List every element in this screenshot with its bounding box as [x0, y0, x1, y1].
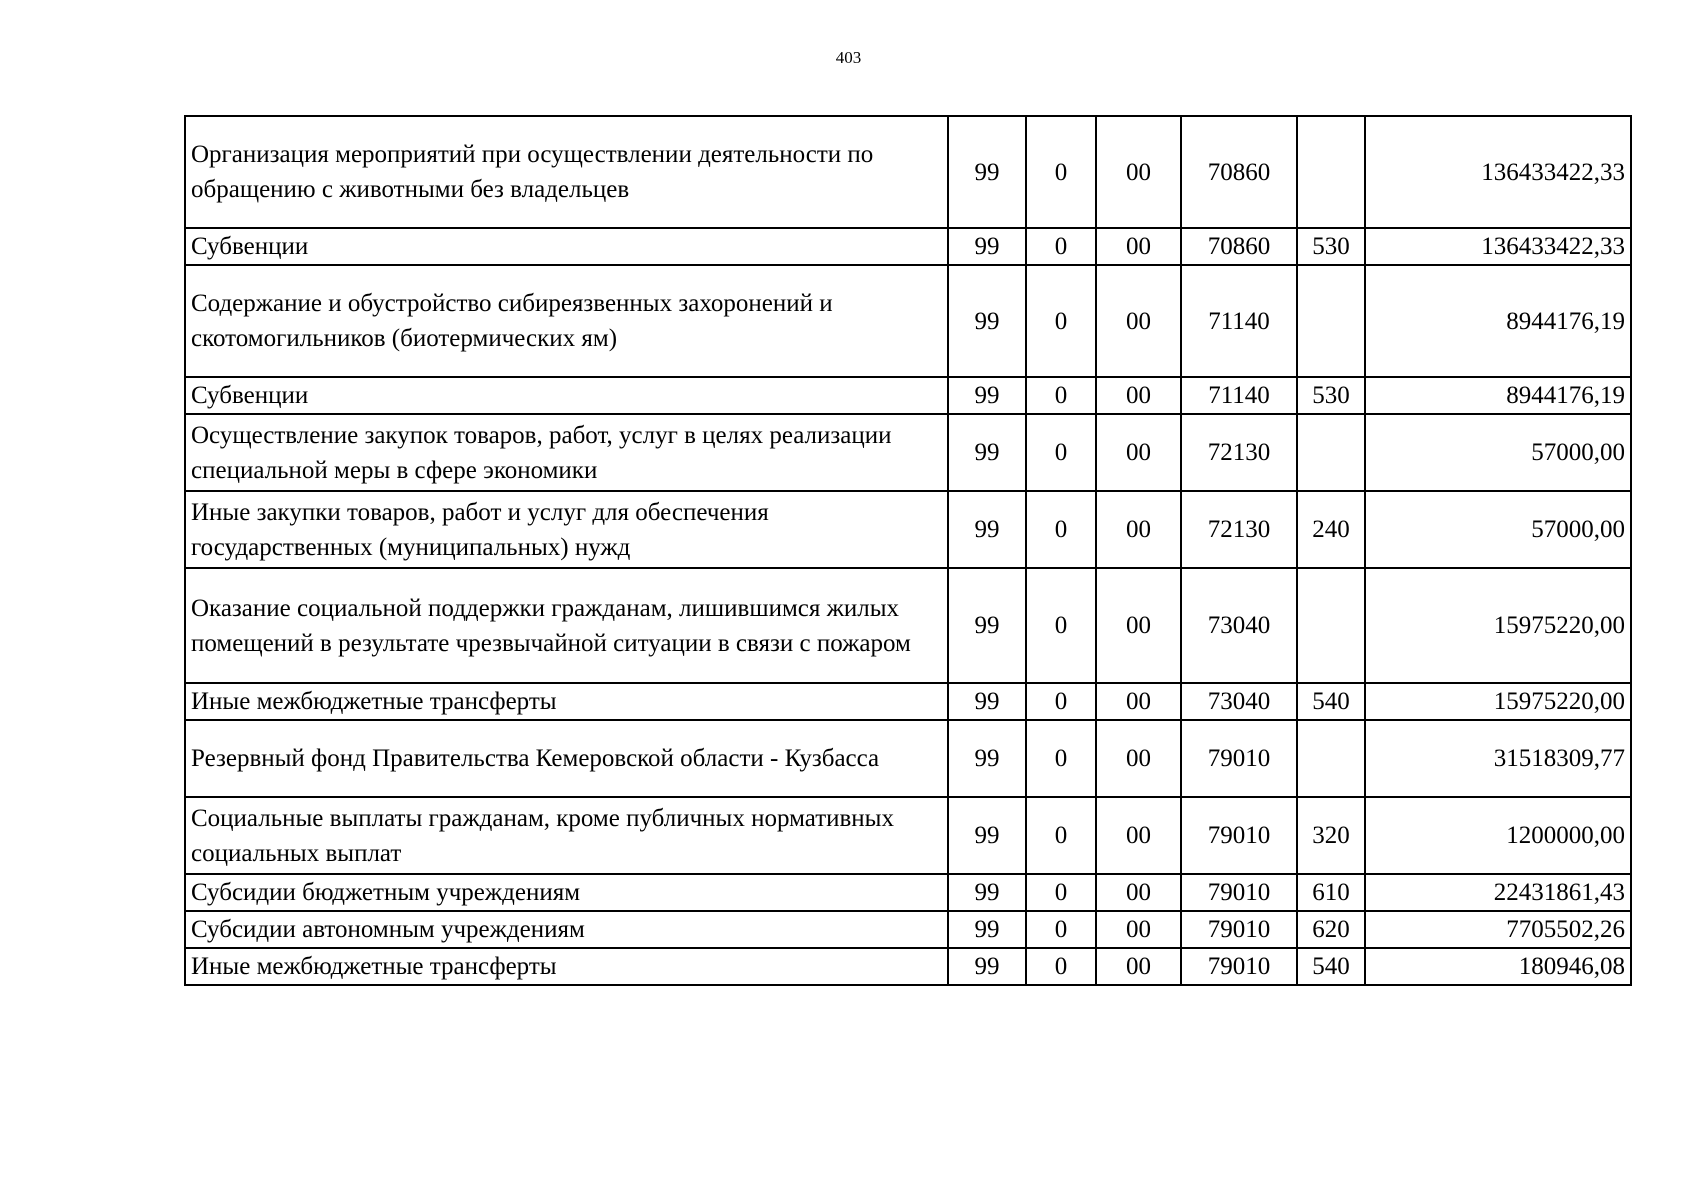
row-name: Содержание и обустройство сибиреязвенных захоронений и скотомогильников (биотермических ям) [185, 265, 948, 377]
code-cell: 99 [948, 491, 1026, 568]
code-cell: 00 [1096, 948, 1181, 985]
code-cell: 99 [948, 797, 1026, 874]
row-name: Иные межбюджетные трансферты [185, 948, 948, 985]
amount-cell: 136433422,33 [1365, 116, 1631, 228]
code-cell: 0 [1026, 797, 1096, 874]
table-row [185, 948, 1631, 985]
row-name: Субвенции [185, 228, 948, 265]
table-row [185, 228, 1631, 265]
code-cell: 99 [948, 116, 1026, 228]
code-cell: 0 [1026, 720, 1096, 797]
code-cell: 0 [1026, 911, 1096, 948]
code-cell: 530 [1297, 377, 1365, 414]
code-cell: 00 [1096, 797, 1181, 874]
code-cell: 00 [1096, 414, 1181, 491]
code-cell: 00 [1096, 265, 1181, 377]
amount-cell: 1200000,00 [1365, 797, 1631, 874]
amount-cell: 22431861,43 [1365, 874, 1631, 911]
amount-cell: 57000,00 [1365, 491, 1631, 568]
code-cell: 71140 [1181, 265, 1297, 377]
code-cell: 99 [948, 874, 1026, 911]
table-row [185, 874, 1631, 911]
code-cell: 540 [1297, 683, 1365, 720]
table-row [185, 797, 1631, 874]
amount-cell: 7705502,26 [1365, 911, 1631, 948]
code-cell: 0 [1026, 948, 1096, 985]
code-cell: 0 [1026, 414, 1096, 491]
table-row [185, 683, 1631, 720]
table-row [185, 414, 1631, 491]
code-cell: 00 [1096, 874, 1181, 911]
code-cell: 0 [1026, 265, 1096, 377]
code-cell: 00 [1096, 377, 1181, 414]
code-cell: 70860 [1181, 228, 1297, 265]
code-cell: 0 [1026, 116, 1096, 228]
page-number: 403 [835, 48, 862, 67]
code-cell: 00 [1096, 683, 1181, 720]
table-row [185, 491, 1631, 568]
code-cell: 99 [948, 948, 1026, 985]
table-row [185, 265, 1631, 377]
code-cell: 79010 [1181, 911, 1297, 948]
code-cell [1297, 568, 1365, 683]
amount-cell: 8944176,19 [1365, 377, 1631, 414]
amount-cell: 136433422,33 [1365, 228, 1631, 265]
row-name: Субсидии автономным учреждениям [185, 911, 948, 948]
row-name: Оказание социальной поддержки гражданам, лишившимся жилых помещений в результате чрезвычайной ситуации в связи с пожаром [185, 568, 948, 683]
code-cell: 79010 [1181, 874, 1297, 911]
row-name: Иные закупки товаров, работ и услуг для обеспечения государственных (муниципальных) нужд [185, 491, 948, 568]
code-cell: 0 [1026, 568, 1096, 683]
code-cell: 240 [1297, 491, 1365, 568]
code-cell: 0 [1026, 228, 1096, 265]
table-row [185, 377, 1631, 414]
amount-cell: 180946,08 [1365, 948, 1631, 985]
code-cell: 79010 [1181, 797, 1297, 874]
code-cell [1297, 265, 1365, 377]
code-cell: 99 [948, 911, 1026, 948]
amount-cell: 15975220,00 [1365, 683, 1631, 720]
row-name: Социальные выплаты гражданам, кроме публичных нормативных социальных выплат [185, 797, 948, 874]
code-cell: 71140 [1181, 377, 1297, 414]
code-cell: 00 [1096, 568, 1181, 683]
code-cell [1297, 720, 1365, 797]
code-cell: 00 [1096, 720, 1181, 797]
code-cell: 0 [1026, 377, 1096, 414]
code-cell: 0 [1026, 874, 1096, 911]
code-cell: 79010 [1181, 720, 1297, 797]
code-cell: 00 [1096, 228, 1181, 265]
code-cell: 99 [948, 683, 1026, 720]
code-cell: 99 [948, 720, 1026, 797]
table-row [185, 911, 1631, 948]
table-row [185, 720, 1631, 797]
code-cell: 0 [1026, 491, 1096, 568]
code-cell: 00 [1096, 491, 1181, 568]
row-name: Иные межбюджетные трансферты [185, 683, 948, 720]
amount-cell: 15975220,00 [1365, 568, 1631, 683]
code-cell: 73040 [1181, 683, 1297, 720]
row-name: Резервный фонд Правительства Кемеровской области - Кузбасса [185, 720, 948, 797]
table-row [185, 116, 1631, 228]
code-cell: 530 [1297, 228, 1365, 265]
table-row [185, 568, 1631, 683]
code-cell: 320 [1297, 797, 1365, 874]
amount-cell: 8944176,19 [1365, 265, 1631, 377]
code-cell: 99 [948, 568, 1026, 683]
code-cell: 540 [1297, 948, 1365, 985]
code-cell: 70860 [1181, 116, 1297, 228]
code-cell: 72130 [1181, 414, 1297, 491]
code-cell: 99 [948, 228, 1026, 265]
code-cell: 99 [948, 265, 1026, 377]
amount-cell: 57000,00 [1365, 414, 1631, 491]
code-cell: 73040 [1181, 568, 1297, 683]
code-cell [1297, 414, 1365, 491]
row-name: Организация мероприятий при осуществлении деятельности по обращению с животными без владельцев [185, 116, 948, 228]
amount-cell: 31518309,77 [1365, 720, 1631, 797]
row-name: Субвенции [185, 377, 948, 414]
code-cell: 620 [1297, 911, 1365, 948]
budget-table [184, 115, 1632, 986]
code-cell: 0 [1026, 683, 1096, 720]
code-cell: 00 [1096, 116, 1181, 228]
code-cell: 610 [1297, 874, 1365, 911]
row-name: Субсидии бюджетным учреждениям [185, 874, 948, 911]
code-cell: 72130 [1181, 491, 1297, 568]
code-cell: 99 [948, 377, 1026, 414]
code-cell [1297, 116, 1365, 228]
code-cell: 79010 [1181, 948, 1297, 985]
code-cell: 00 [1096, 911, 1181, 948]
code-cell: 99 [948, 414, 1026, 491]
row-name: Осуществление закупок товаров, работ, услуг в целях реализации специальной меры в сфере экономики [185, 414, 948, 491]
